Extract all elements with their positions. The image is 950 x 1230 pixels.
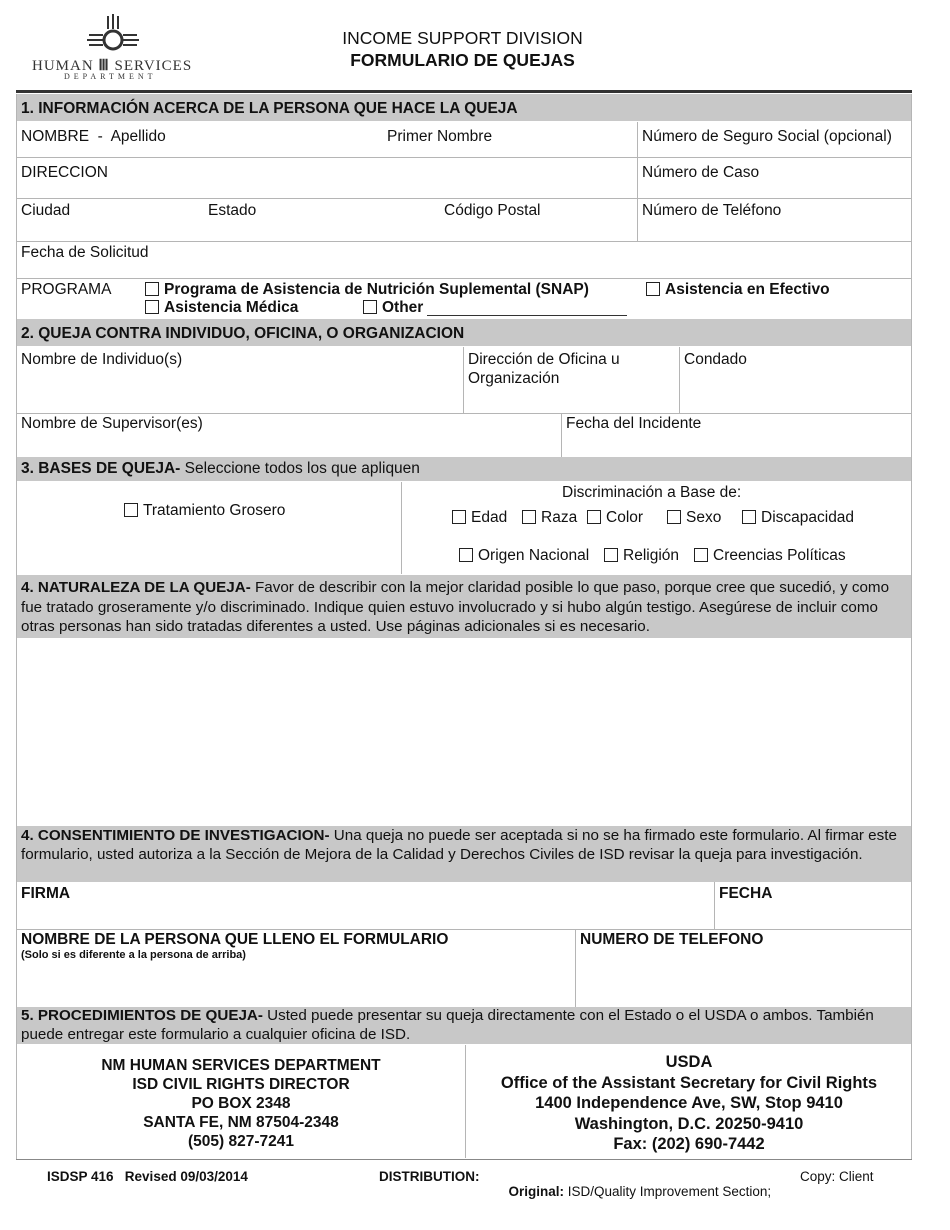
field-supervisor[interactable] <box>16 414 560 456</box>
field-fecha-incidente[interactable] <box>562 414 912 456</box>
section4-instructions: Favor de describir con la mejor claridad posible lo que paso, porque cree que sucedió, y como fue tratado groseramente y/o discriminado. Indique quien estuvo involucrado y si hubo algún testigo. Asegúrese de incluir como otras personas han sido tratadas diferentes a usted. Use páginas adicionales si es necesario. <box>21 579 890 635</box>
footer-original-value: ISD/Quality Improvement Section; <box>564 1184 772 1199</box>
label-tratamiento: Tratamiento Grosero <box>143 502 286 519</box>
label-snap: Programa de Asistencia de Nutrición Suplemental (SNAP) <box>164 281 589 298</box>
label-other: Other <box>382 299 424 316</box>
nm-line: SANTA FE, NM 87504-2348 <box>143 1114 339 1131</box>
tratamiento-checkbox[interactable] <box>124 503 138 517</box>
section3-title: 3. BASES DE QUEJA- <box>21 460 181 477</box>
usda-line: Washington, D.C. 20250-9410 <box>574 1114 804 1133</box>
field-nombre-persona[interactable] <box>16 930 574 1006</box>
section3-subtitle: Seleccione todos los que apliquen <box>180 460 420 477</box>
raza-checkbox[interactable] <box>522 510 536 524</box>
label-medica: Asistencia Médica <box>164 299 299 316</box>
logo-human: HUMAN <box>32 58 94 74</box>
label-estado: Estado <box>208 202 257 219</box>
field-direccion[interactable] <box>16 158 636 196</box>
footer-form-id: ISDSP 416 Revised 09/03/2014 <box>47 1169 248 1184</box>
footer-copy: Copy: Client <box>800 1169 874 1184</box>
label-direccion-oficina-2: Organización <box>468 370 560 387</box>
label-nombre-nota: (Solo si es diferente a la persona de arriba) <box>21 949 246 961</box>
nm-line: NM HUMAN SERVICES DEPARTMENT <box>101 1057 381 1074</box>
label-apellido: NOMBRE - Apellido <box>21 128 166 145</box>
label-nombre-persona: NOMBRE DE LA PERSONA QUE LLENO EL FORMULARIO <box>21 931 449 948</box>
label-ciudad: Ciudad <box>21 202 71 219</box>
form-title: FORMULARIO DE QUEJAS <box>350 50 575 70</box>
snap-checkbox[interactable] <box>145 282 159 296</box>
footer-original-label: Original: <box>508 1184 565 1199</box>
label-discriminacion: Discriminación a Base de: <box>562 484 742 501</box>
label-numero-telefono: NUMERO DE TELEFONO <box>580 931 764 948</box>
label-primer-nombre: Primer Nombre <box>387 128 493 145</box>
origen-checkbox[interactable] <box>459 548 473 562</box>
sexo-checkbox[interactable] <box>667 510 681 524</box>
field-ssn[interactable] <box>638 122 912 156</box>
field-numero-caso[interactable] <box>638 158 912 196</box>
label-firma: FIRMA <box>21 885 71 902</box>
field-numero-telefono[interactable] <box>577 930 912 1006</box>
nm-line: PO BOX 2348 <box>191 1095 291 1112</box>
section2-title: 2. QUEJA CONTRA INDIVIDUO, OFICINA, O ORGANIZACION <box>21 325 465 342</box>
field-direccion-oficina[interactable] <box>464 347 678 411</box>
field-condado[interactable] <box>680 347 912 411</box>
label-origen: Origen Nacional <box>478 547 590 564</box>
logo-services: SERVICES <box>114 58 193 74</box>
usda-line: Office of the Assistant Secretary for Civil Rights <box>500 1073 878 1092</box>
creencias-checkbox[interactable] <box>694 548 708 562</box>
section5-instructions: Usted puede presentar su queja directamente con el Estado o el USDA o ambos. También puede entregar este formulario a cualquier oficina de ISD. <box>21 1007 874 1043</box>
nm-line: ISD CIVIL RIGHTS DIRECTOR <box>132 1076 350 1093</box>
field-telefono[interactable] <box>638 199 912 240</box>
usda-address <box>466 1052 912 1155</box>
section4b-instructions: Una queja no puede ser aceptada si no se ha firmado este formulario. Al firmar este formulario, usted autoriza a la Sección de Mejora de la Calidad y Derechos Civiles de ISD revisar la queja para investigación. <box>21 827 897 863</box>
usda-line: Fax: (202) 690-7442 <box>613 1135 765 1153</box>
other-checkbox[interactable] <box>363 300 377 314</box>
logo-department: DEPARTMENT <box>64 72 157 81</box>
label-creencias: Creencias Políticas <box>713 547 846 564</box>
section5-title: 5. PROCEDIMIENTOS DE QUEJA- <box>21 1007 263 1024</box>
label-edad: Edad <box>471 509 508 526</box>
discapacidad-checkbox[interactable] <box>742 510 756 524</box>
logo: HUMAN Ⅲ SERVICES DEPARTMENT <box>30 14 195 80</box>
label-sexo: Sexo <box>686 509 722 526</box>
section4b-title: 4. CONSENTIMIENTO DE INVESTIGACION- <box>21 827 330 844</box>
color-checkbox[interactable] <box>587 510 601 524</box>
other-input-line[interactable] <box>427 315 627 316</box>
label-direccion-oficina-1: Dirección de Oficina u <box>468 351 620 368</box>
complaint-description-area[interactable] <box>16 640 912 824</box>
label-nombre-individuo: Nombre de Individuo(s) <box>21 351 183 368</box>
field-ciudad-estado-cp[interactable] <box>16 199 636 240</box>
label-direccion: DIRECCION <box>21 164 108 181</box>
field-nombre[interactable] <box>16 122 636 156</box>
nm-line: (505) 827-7241 <box>188 1133 294 1150</box>
field-nombre-individuo[interactable] <box>16 347 462 411</box>
usda-line: USDA <box>665 1053 713 1071</box>
label-fecha-incidente: Fecha del Incidente <box>566 415 702 432</box>
field-fecha[interactable] <box>716 882 912 928</box>
label-programa: PROGRAMA <box>21 281 112 298</box>
label-numero-caso: Número de Caso <box>642 164 760 181</box>
label-color: Color <box>606 509 644 526</box>
label-raza: Raza <box>541 509 578 526</box>
nm-address <box>16 1056 466 1151</box>
label-discapacidad: Discapacidad <box>761 509 855 526</box>
label-fecha-solicitud: Fecha de Solicitud <box>21 244 149 261</box>
usda-line: 1400 Independence Ave, SW, Stop 9410 <box>535 1094 843 1112</box>
edad-checkbox[interactable] <box>452 510 466 524</box>
label-telefono: Número de Teléfono <box>642 202 782 219</box>
label-religion: Religión <box>623 547 680 564</box>
efectivo-checkbox[interactable] <box>646 282 660 296</box>
religion-checkbox[interactable] <box>604 548 618 562</box>
label-efectivo: Asistencia en Efectivo <box>665 281 830 298</box>
field-fecha-solicitud[interactable] <box>16 242 912 277</box>
zia-sun-icon <box>85 14 141 58</box>
medica-checkbox[interactable] <box>145 300 159 314</box>
label-codigo-postal: Código Postal <box>444 202 541 219</box>
label-condado: Condado <box>684 351 747 368</box>
section4-title: 4. NATURALEZA DE LA QUEJA- <box>21 579 251 596</box>
footer-distribution: DISTRIBUTION: <box>379 1169 480 1184</box>
section1-title: 1. INFORMACIÓN ACERCA DE LA PERSONA QUE HACE LA QUEJA <box>21 100 518 117</box>
division-title: INCOME SUPPORT DIVISION <box>342 28 583 48</box>
label-supervisor: Nombre de Supervisor(es) <box>21 415 203 432</box>
label-ssn: Número de Seguro Social (opcional) <box>642 128 892 145</box>
label-fecha: FECHA <box>719 885 773 902</box>
field-firma[interactable] <box>16 882 712 928</box>
